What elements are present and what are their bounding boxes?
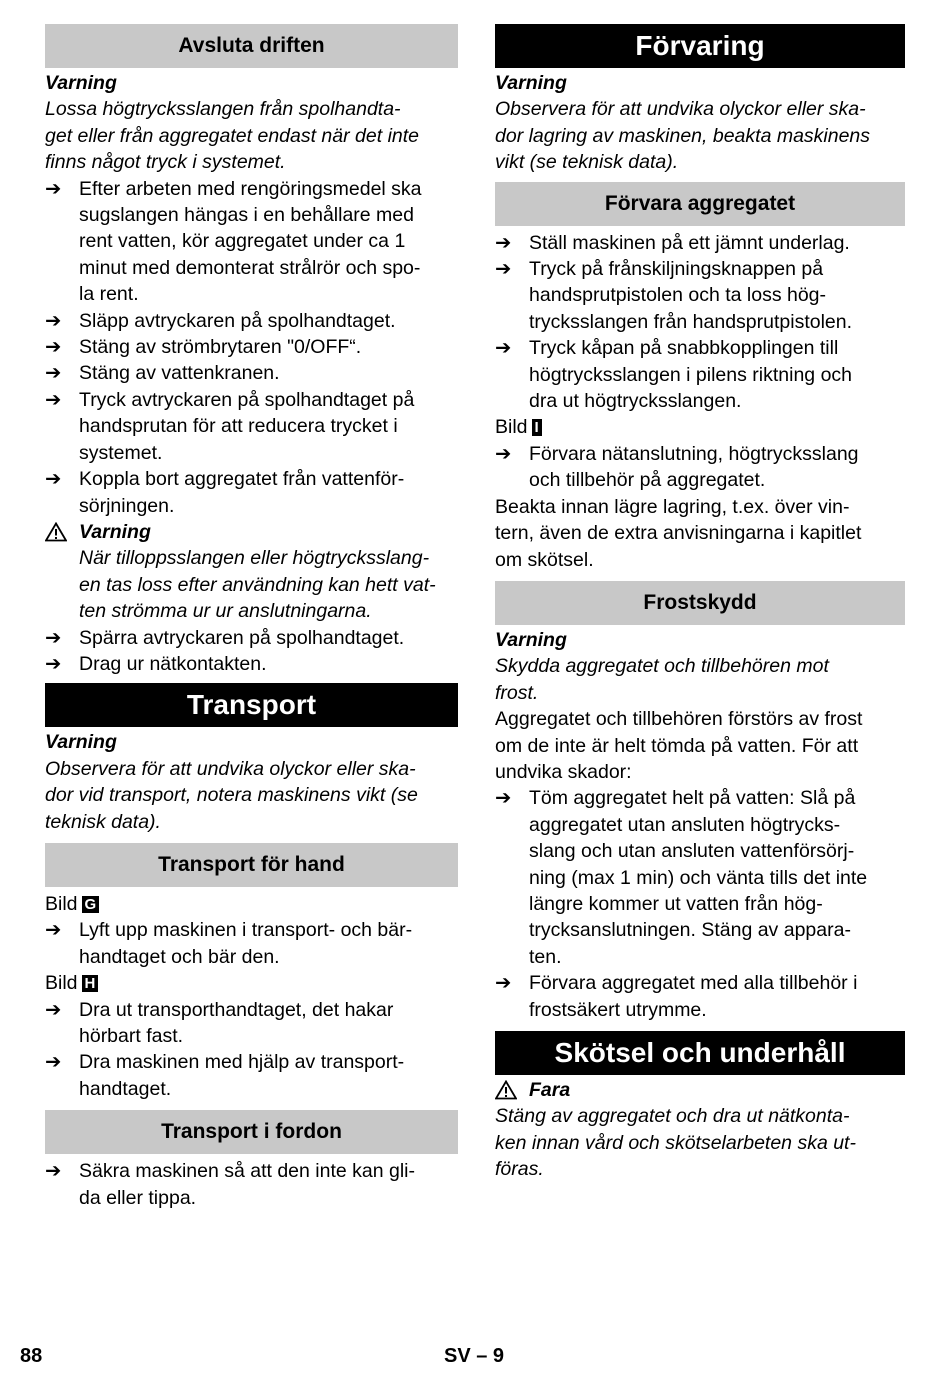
arrow-right-icon: ➔: [495, 258, 512, 281]
right-column: [495, 24, 905, 1183]
line: Efter arbeten med rengöringsmedel ska: [79, 177, 422, 200]
line: ning (max 1 min) och vänta tills det inte: [529, 866, 868, 889]
line: Lossa högtrycksslangen från spolhandta-: [45, 98, 401, 121]
line: Spärra avtryckaren på spolhandtaget.: [79, 626, 405, 649]
line: ten.: [529, 945, 562, 968]
warning-text: [45, 96, 458, 175]
bild-label: Bild: [45, 892, 78, 915]
arrow-right-icon: ➔: [45, 336, 62, 359]
warning-text: [45, 756, 458, 835]
line: ten strömma ur ur anslutningarna.: [79, 600, 372, 623]
line: systemet.: [79, 441, 163, 464]
line: Dra ut transporthandtaget, det hakar: [79, 998, 394, 1021]
line: handtaget.: [79, 1077, 172, 1100]
list-item: [45, 651, 458, 677]
list-item: [45, 1049, 458, 1102]
list-item: [45, 360, 458, 386]
line: minut med demonterat strålrör och spo-: [79, 256, 421, 279]
arrow-right-icon: ➔: [495, 787, 512, 810]
step-list: [45, 625, 458, 678]
line: om skötsel.: [495, 548, 594, 571]
list-item: [45, 917, 458, 970]
list-item: [45, 466, 458, 519]
warning-text: [79, 545, 458, 624]
step-list: [45, 176, 458, 519]
danger-title: Fara: [529, 1079, 571, 1101]
line: sugslangen hängas i en behållare med: [79, 204, 414, 227]
line: Observera för att undvika olyckor eller ska-: [495, 98, 866, 121]
warning-text: [495, 653, 905, 706]
list-item: [495, 256, 905, 335]
line: Stäng av vattenkranen.: [79, 362, 280, 385]
arrow-right-icon: ➔: [45, 362, 62, 385]
warning-triangle-icon: [45, 522, 67, 542]
bild-label: Bild: [45, 972, 78, 995]
line: hörbart fast.: [79, 1025, 184, 1047]
step-list: [495, 441, 905, 494]
heading-transport: Transport: [45, 683, 458, 727]
line: finns något tryck i systemet.: [45, 151, 286, 174]
danger-text: [495, 1103, 905, 1182]
line: Observera för att undvika olyckor eller ska-: [45, 757, 416, 780]
list-item: [45, 308, 458, 334]
line: handsprutpistolen och ta loss hög-: [529, 284, 827, 307]
step-list: [45, 917, 458, 970]
line: ken innan vård och skötselarbeten ska ut-: [495, 1131, 856, 1154]
line: handtaget och bär den.: [79, 945, 280, 968]
line: aggregatet utan ansluten högtrycks-: [529, 813, 841, 836]
line: föras.: [495, 1158, 544, 1181]
line: Förvara aggregatet med alla tillbehör i: [529, 972, 858, 995]
list-item: [495, 441, 905, 494]
line: Tryck kåpan på snabbkopplingen till: [529, 337, 839, 360]
line: Släpp avtryckaren på spolhandtaget.: [79, 309, 396, 332]
line: Koppla bort aggregatet från vattenför-: [79, 468, 405, 491]
list-item: [45, 176, 458, 308]
warning-text: [495, 96, 905, 175]
arrow-right-icon: ➔: [45, 177, 62, 200]
line: vikt (se teknisk data).: [495, 151, 679, 174]
heading-frostskydd: Frostskydd: [495, 581, 905, 625]
line: Aggregatet och tillbehören förstörs av frost: [495, 708, 863, 731]
arrow-right-icon: ➔: [45, 468, 62, 491]
line: rent vatten, kör aggregatet under ca 1: [79, 230, 406, 253]
line: trycksanslutningen. Stäng av appara-: [529, 919, 851, 942]
arrow-right-icon: ➔: [495, 972, 512, 995]
line: frostsäkert utrymme.: [529, 998, 707, 1021]
figure-letter-badge: H: [82, 975, 99, 992]
warning-title: Varning: [495, 628, 567, 651]
arrow-right-icon: ➔: [45, 309, 62, 332]
line: Töm aggregatet helt på vatten: Slå på: [529, 787, 856, 810]
line: längre kommer ut vatten från hög-: [529, 892, 823, 915]
arrow-right-icon: ➔: [45, 626, 62, 649]
figure-letter-badge: I: [532, 419, 542, 436]
arrow-right-icon: ➔: [495, 337, 512, 360]
arrow-right-icon: ➔: [495, 231, 512, 254]
warning-title: Varning: [495, 72, 567, 94]
heading-transport-i-fordon: Transport i fordon: [45, 1110, 458, 1154]
left-column: [45, 24, 458, 1211]
list-item: [45, 387, 458, 466]
line: dor lagring av maskinen, beakta maskinens: [495, 124, 871, 147]
line: frost.: [495, 681, 539, 704]
line: Stäng av aggregatet och dra ut nätkonta-: [495, 1105, 850, 1128]
list-item: [45, 334, 458, 360]
arrow-right-icon: ➔: [45, 388, 62, 411]
arrow-right-icon: ➔: [45, 998, 62, 1021]
heading-skotsel-och-underhall: Skötsel och underhåll: [495, 1031, 905, 1075]
list-item: [45, 625, 458, 651]
storage-note: [495, 494, 905, 573]
line: slang och utan ansluten vattenförsörj-: [529, 840, 855, 863]
line: tern, även de extra anvisningarna i kapitlet: [495, 522, 862, 545]
line: handsprutan för att reducera trycket i: [79, 415, 398, 438]
danger-title-row: [495, 1077, 905, 1103]
line: Tryck avtryckaren på spolhandtaget på: [79, 388, 415, 411]
line: Stäng av strömbrytaren "0/OFF“.: [79, 336, 362, 359]
list-item: [495, 335, 905, 414]
line: Säkra maskinen så att den inte kan gli-: [79, 1160, 416, 1183]
figure-reference: [45, 891, 458, 917]
line: högtrycksslangen i pilens riktning och: [529, 363, 853, 386]
warning-title: Varning: [45, 731, 117, 754]
step-list: [495, 785, 905, 1023]
line: om de inte är helt tömda på vatten. För att: [495, 734, 859, 757]
line: Dra maskinen med hjälp av transport-: [79, 1051, 405, 1074]
list-item: [495, 230, 905, 256]
heading-forvara-aggregatet: Förvara aggregatet: [495, 182, 905, 226]
warning-block: [45, 519, 458, 625]
line: Förvara nätanslutning, högtrycksslang: [529, 442, 859, 465]
bild-label: Bild: [495, 416, 528, 439]
figure-reference: [495, 414, 905, 440]
heading-transport-for-hand: Transport för hand: [45, 843, 458, 887]
figure-letter-badge: G: [82, 896, 100, 913]
line: la rent.: [79, 283, 139, 306]
line: När tilloppsslangen eller högtrycksslang-: [79, 547, 430, 570]
line: undvika skador:: [495, 760, 632, 783]
section-page-code: SV – 9: [444, 1345, 505, 1367]
list-item: [495, 970, 905, 1023]
line: get eller från aggregatet endast när det inte: [45, 124, 420, 147]
arrow-right-icon: ➔: [45, 1160, 62, 1183]
line: Drag ur nätkontakten.: [79, 652, 267, 675]
line: da eller tippa.: [79, 1186, 197, 1209]
heading-forvaring: Förvaring: [495, 24, 905, 68]
warning-title: Varning: [45, 72, 117, 94]
step-list: [45, 1158, 458, 1211]
line: och tillbehör på aggregatet.: [529, 469, 766, 492]
warning-triangle-icon: [495, 1080, 517, 1100]
step-list: [495, 230, 905, 415]
arrow-right-icon: ➔: [495, 442, 512, 465]
list-item: [45, 1158, 458, 1211]
list-item: [495, 785, 905, 970]
warning-title: Varning: [79, 520, 151, 543]
arrow-right-icon: ➔: [45, 652, 62, 675]
line: Skydda aggregatet och tillbehören mot: [495, 655, 829, 678]
line: Beakta innan lägre lagring, t.ex. över vin-: [495, 495, 850, 518]
line: teknisk data).: [45, 810, 161, 833]
line: Ställ maskinen på ett jämnt underlag.: [529, 231, 850, 254]
frost-body-text: [495, 706, 905, 785]
heading-avsluta-driften: Avsluta driften: [45, 24, 458, 68]
arrow-right-icon: ➔: [45, 1051, 62, 1074]
line: trycksslangen från handsprutpistolen.: [529, 310, 853, 333]
line: Tryck på frånskiljningsknappen på: [529, 258, 824, 281]
step-list: [45, 997, 458, 1103]
line: sörjningen.: [79, 494, 175, 517]
line: Lyft upp maskinen i transport- och bär-: [79, 919, 413, 942]
line: dor vid transport, notera maskinens vikt (se: [45, 784, 418, 807]
line: en tas loss efter användning kan hett vat-: [79, 573, 436, 596]
figure-reference: [45, 970, 458, 996]
arrow-right-icon: ➔: [45, 919, 62, 942]
line: dra ut högtrycksslangen.: [529, 390, 742, 413]
list-item: [45, 997, 458, 1050]
page-number: 88: [20, 1345, 43, 1367]
